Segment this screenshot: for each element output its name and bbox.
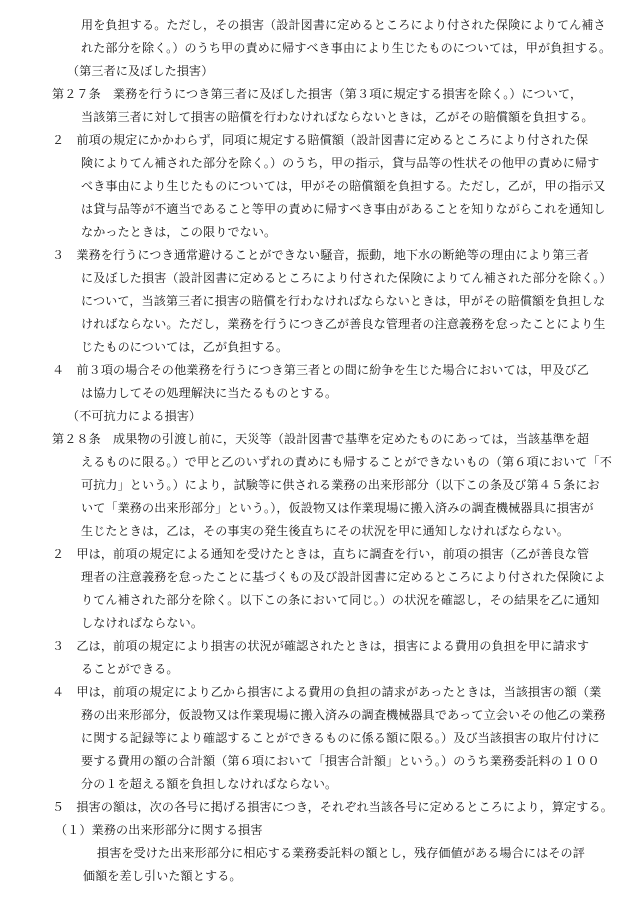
text-line-12: に及ぼした損害（設計図書に定めるところにより付された保険によりてん補された部分を除く。）	[81, 271, 612, 285]
text-line-7: 険によりてん補された部分を除く。）のうち，甲の指示，貸与品等の性状その他甲の責めに帰す	[81, 156, 600, 170]
article-27-heading: 第２７条 業務を行うにつき第三者に及ぼした損害（第３項に規定する損害を除く。）について，	[52, 87, 583, 101]
text-line-25: 理者の注意義務を怠ったことに基づくもの及び設計図書に定めるところにより付された保険によ	[81, 570, 606, 584]
item-heading-1: （１）業務の出来形部分に関する損害	[55, 823, 263, 837]
text-line-32: に関する記録等により確認することができるものに係る額に限る。）及び当該損害の取片付けに	[81, 731, 600, 745]
text-line-11: ３ 業務を行うにつき通常避けることができない騒音，振動，地下水の断絶等の理由により第三者	[52, 248, 589, 262]
section-heading-force-majeure: （不可抗力による損害）	[67, 409, 202, 423]
text-line-15: じたものについては，乙が負担する。	[81, 340, 289, 354]
text-line-33: 要する費用の額の合計額（第６項において「損害合計額」という。）のうち業務委託料の１００	[81, 754, 600, 768]
text-line-10: なかったときは，この限りでない。	[81, 225, 277, 239]
text-line-5: 当該第三者に対して損害の賠償を行わなければならないときは，乙がその賠償額を負担する。	[81, 110, 594, 124]
text-line-9: は貸与品等が不適当であること等甲の責めに帰すべき事由があることを知りながらこれを通知し	[81, 202, 606, 216]
text-line-35: ５ 損害の額は，次の各号に掲げる損害につき，それぞれ当該各号に定めるところにより，算定する。	[52, 800, 613, 814]
text-line-29: ることができる。	[81, 662, 179, 676]
text-line-37: 損害を受けた出来形部分に相応する業務委託料の額とし，残存価値がある場合にはその評	[97, 846, 585, 860]
text-line-27: しなければならない。	[81, 616, 204, 630]
text-line-22: いて「業務の出来形部分」という。），仮設物又は作業現場に搬入済みの調査機械器具に損害が	[81, 501, 594, 515]
text-line-38: 価額を差し引いた額とする。	[83, 869, 242, 883]
text-line-30: ４ 甲は，前項の規定により乙から損害による費用の負担の請求があったときは，当該損害の額（業	[52, 685, 602, 699]
text-line-1: 用を負担する。ただし，その損害（設計図書に定めるところにより付された保険によりてん補さ	[81, 18, 606, 32]
text-line-14: ければならない。ただし，業務を行うにつき乙が善良な管理者の注意義務を怠ったことにより生	[81, 317, 606, 331]
text-line-31: 務の出来形部分，仮設物又は作業現場に搬入済みの調査機械器具であって立会いその他乙の業務	[81, 708, 606, 722]
text-line-23: 生じたときは，乙は，その事実の発生後直ちにその状況を甲に通知しなければならない。	[81, 524, 570, 538]
text-line-17: は協力してその処理解決に当たるものとする。	[81, 386, 338, 400]
text-line-21: 可抗力」という。）により，試験等に供される業務の出来形部分（以下この条及び第４５条にお	[81, 478, 600, 492]
text-line-8: べき事由により生じたものについては，甲がその賠償額を負担する。ただし，乙が，甲の指示又	[81, 179, 606, 193]
text-line-24: ２ 甲は，前項の規定による通知を受けたときは，直ちに調査を行い，前項の損害（乙が善良な管	[52, 547, 590, 561]
text-line-34: 分の１を超える額を負担しなければならない。	[81, 777, 338, 791]
text-line-2: れた部分を除く。）のうち甲の責めに帰すべき事由により生じたものについては，甲が負担する。	[81, 41, 612, 55]
text-line-6: ２ 前項の規定にかかわらず，同項に規定する賠償額（設計図書に定めるところにより付された保	[52, 133, 589, 147]
text-line-16: ４ 前３項の場合その他業務を行うにつき第三者との間に紛争を生じた場合においては，甲及び乙	[52, 363, 589, 377]
article-28-heading: 第２８条 成果物の引渡し前に，天災等（設計図書で基準を定めたものにあっては，当該基準を超	[52, 432, 590, 446]
section-heading-third-party-damage: （第三者に及ぼした損害）	[67, 64, 214, 78]
text-line-20: えるものに限る。）で甲と乙のいずれの責めにも帰することができないもの（第６項において「不	[81, 455, 612, 469]
text-line-13: について，当該第三者に損害の賠償を行わなければならないときは，甲がその賠償額を負担しな	[81, 294, 606, 308]
text-line-28: ３ 乙は，前項の規定により損害の状況が確認されたときは，損害による費用の負担を甲に請求す	[52, 639, 590, 653]
text-line-26: りてん補された部分を除く。以下この条において同じ。）の状況を確認し，その結果を乙に通知	[81, 593, 600, 607]
